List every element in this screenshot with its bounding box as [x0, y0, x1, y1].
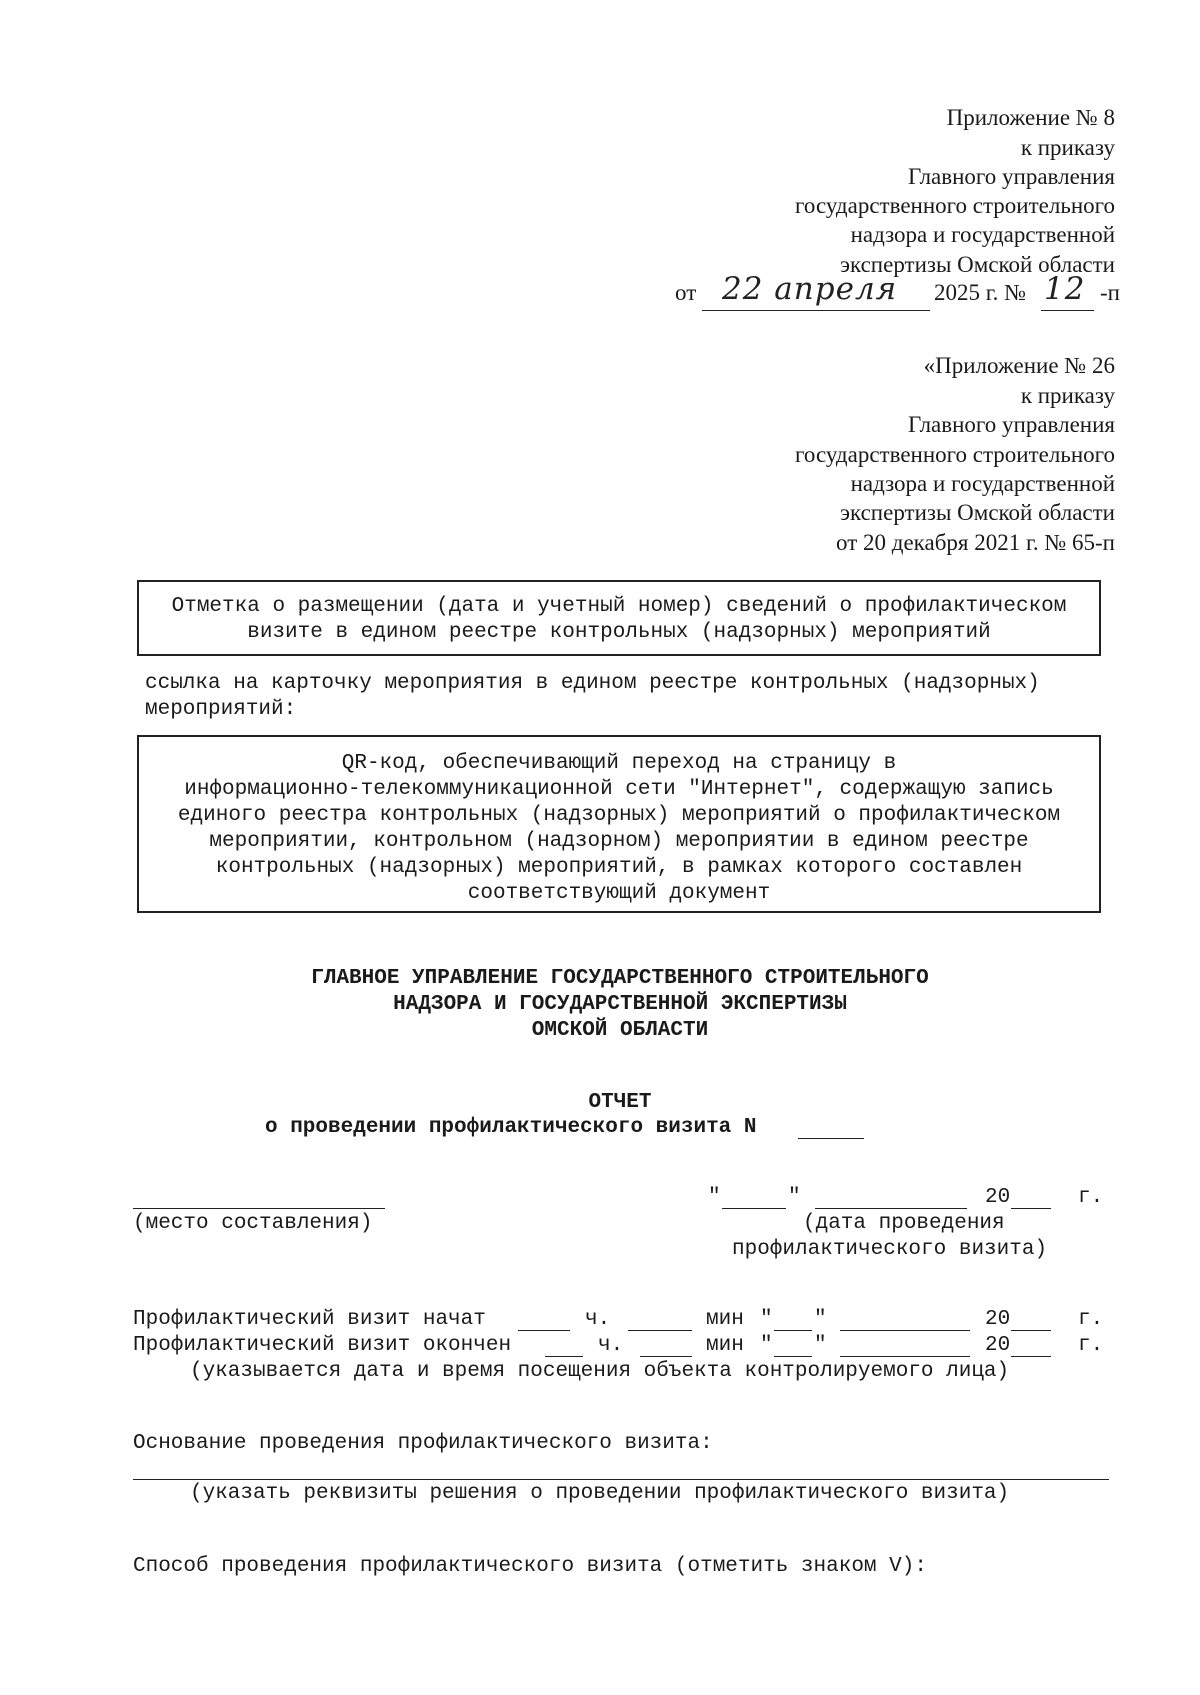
visit-end-year-field[interactable] — [1011, 1356, 1051, 1357]
org-name-line: НАДЗОРА И ГОСУДАРСТВЕННОЙ ЭКСПЕРТИЗЫ — [393, 993, 847, 1016]
minutes-label: мин — [706, 1334, 744, 1357]
qr-code-line: единого реестра контрольных (надзорных) мероприятий о профилактическом — [177, 804, 1061, 827]
visit-end-month-field[interactable] — [840, 1356, 970, 1357]
appendix-26-line: экспертизы Омской области — [840, 500, 1115, 525]
date-year-field[interactable] — [1011, 1208, 1051, 1209]
method-label: Способ проведения профилактического визита (отметить знаком V): — [133, 1555, 927, 1578]
visit-end-minutes-field[interactable] — [640, 1356, 692, 1357]
org-name-line: ГЛАВНОЕ УПРАВЛЕНИЕ ГОСУДАРСТВЕННОГО СТРОИТЕЛЬНОГО — [311, 967, 929, 990]
date-caption: профилактического визита) — [732, 1238, 1048, 1261]
number-suffix: -п — [1100, 280, 1120, 305]
quote-close: " — [814, 1334, 827, 1357]
basis-caption: (указать реквизиты решения о проведении профилактического визита) — [190, 1482, 1010, 1505]
date-day-field[interactable] — [722, 1208, 786, 1209]
place-field[interactable] — [133, 1208, 385, 1209]
registry-link-label: ссылка на карточку мероприятия в едином реестре контрольных (надзорных) — [145, 672, 1040, 695]
appendix-8-line: государственного строительного — [795, 193, 1115, 218]
visit-start-hours-field[interactable] — [518, 1330, 570, 1331]
org-name-line: ОМСКОЙ ОБЛАСТИ — [531, 1019, 709, 1042]
visit-start-year-field[interactable] — [1011, 1330, 1051, 1331]
date-prefix: от — [675, 280, 697, 305]
century: 20 — [985, 1334, 1011, 1357]
date-underline — [702, 310, 930, 311]
visit-end-day-field[interactable] — [774, 1356, 812, 1357]
hours-label: ч. — [585, 1308, 611, 1331]
appendix-26-line: надзора и государственной — [850, 471, 1115, 496]
visit-start-minutes-field[interactable] — [628, 1330, 692, 1331]
visit-start-month-field[interactable] — [840, 1330, 970, 1331]
registry-link-label: мероприятий: — [145, 698, 297, 721]
registry-mark-box — [137, 580, 1101, 656]
date-century: 20 — [985, 1186, 1011, 1209]
report-subtitle: о проведении профилактического визита N — [265, 1116, 757, 1139]
registry-mark-line: визите в едином реестре контрольных (надзорных) мероприятий — [247, 621, 991, 644]
date-month-field[interactable] — [815, 1208, 967, 1209]
date-year-suffix: г. — [1078, 1186, 1104, 1209]
date-year: 2025 г. № — [934, 280, 1027, 305]
appendix-8-line: Главного управления — [908, 164, 1115, 189]
qr-code-box — [137, 735, 1101, 913]
number-underline — [1041, 310, 1094, 311]
qr-code-line: информационно-телекоммуникационной сети "Интернет", содержащую запись — [184, 778, 1054, 801]
handwritten-number: 12 — [1044, 271, 1086, 307]
appendix-26-line: от 20 декабря 2021 г. № 65-п — [836, 530, 1115, 555]
year-suffix: г. — [1078, 1308, 1104, 1331]
appendix-8-title: Приложение № 8 — [946, 105, 1115, 130]
appendix-26-line: к приказу — [1020, 383, 1115, 408]
appendix-8-line: к приказу — [1020, 135, 1115, 160]
quote-open: " — [760, 1308, 773, 1331]
qr-code-line: QR-код, обеспечивающий переход на страницу в — [341, 752, 897, 775]
qr-code-line: контрольных (надзорных) мероприятий, в рамках которого составлен — [215, 856, 1023, 879]
hours-label: ч. — [598, 1334, 624, 1357]
date-caption: (дата проведения — [803, 1212, 1005, 1235]
visit-time-caption: (указывается дата и время посещения объекта контролируемого лица) — [190, 1360, 1010, 1383]
place-caption: (место составления) — [133, 1212, 373, 1235]
registry-mark-line: Отметка о размещении (дата и учетный номер) сведений о профилактическом — [171, 595, 1067, 618]
visit-start-day-field[interactable] — [774, 1330, 812, 1331]
date-quote-close: " — [788, 1186, 801, 1209]
appendix-8-line: экспертизы Омской области — [840, 252, 1115, 277]
appendix-26-line: государственного строительного — [795, 442, 1115, 467]
appendix-8-line: надзора и государственной — [850, 222, 1115, 247]
appendix-26-line: Главного управления — [908, 412, 1115, 437]
century: 20 — [985, 1308, 1011, 1331]
handwritten-date: 22 апреля — [722, 271, 898, 307]
qr-code-line: соответствующий документ — [467, 882, 771, 905]
quote-open: " — [760, 1334, 773, 1357]
date-quote-open: " — [708, 1186, 721, 1209]
visit-end-hours-field[interactable] — [545, 1356, 583, 1357]
report-title: ОТЧЕТ — [588, 1091, 652, 1114]
qr-code-line: мероприятии, контрольном (надзорном) мероприятии в едином реестре — [209, 830, 1029, 853]
report-number-field[interactable] — [798, 1138, 864, 1139]
visit-start-label: Профилактический визит начат — [133, 1308, 486, 1331]
year-suffix: г. — [1078, 1334, 1104, 1357]
minutes-label: мин — [706, 1308, 744, 1331]
appendix-26-title: «Приложение № 26 — [923, 353, 1115, 378]
basis-field[interactable] — [133, 1479, 1109, 1480]
basis-label: Основание проведения профилактического визита: — [133, 1432, 713, 1455]
visit-end-label: Профилактический визит окончен — [133, 1334, 512, 1357]
quote-close: " — [814, 1308, 827, 1331]
